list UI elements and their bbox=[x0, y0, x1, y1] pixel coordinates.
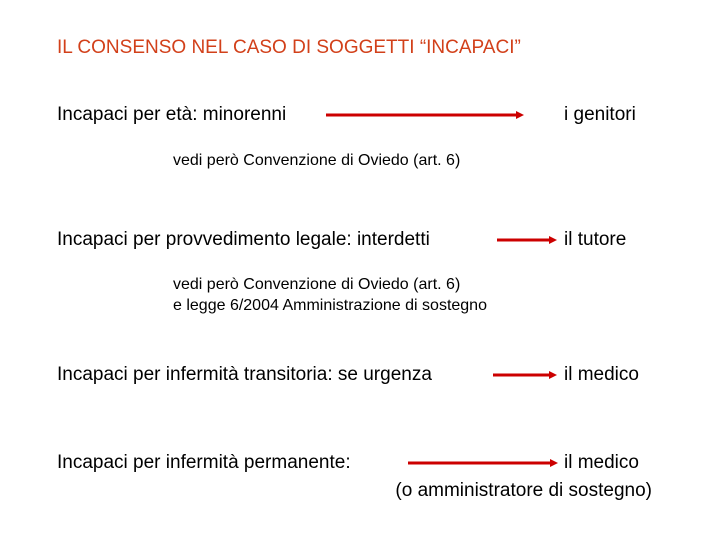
row-2-note-2: e legge 6/2004 Amministrazione di sostegno bbox=[173, 297, 487, 314]
row-4-arrow bbox=[408, 456, 560, 470]
row-1-consent-giver: i genitori bbox=[564, 104, 636, 125]
row-4-subject: Incapaci per infermità permanente: bbox=[57, 452, 351, 473]
row-2-subject: Incapaci per provvedimento legale: interdetti bbox=[57, 229, 430, 250]
row-4-note-1: (o amministratore di sostegno) bbox=[395, 480, 652, 501]
row-2-arrow bbox=[497, 233, 559, 247]
row-2-note-1: vedi però Convenzione di Oviedo (art. 6) bbox=[173, 276, 461, 293]
row-3-consent-giver: il medico bbox=[564, 364, 639, 385]
row-2-consent-giver: il tutore bbox=[564, 229, 627, 250]
row-4-consent-giver: il medico bbox=[564, 452, 639, 473]
slide-title: IL CONSENSO NEL CASO DI SOGGETTI “INCAPACI” bbox=[57, 37, 521, 58]
row-1-subject: Incapaci per età: minorenni bbox=[57, 104, 287, 125]
row-3-arrow bbox=[493, 368, 559, 382]
row-1-note-1: vedi però Convenzione di Oviedo (art. 6) bbox=[173, 152, 461, 169]
row-3-subject: Incapaci per infermità transitoria: se urgenza bbox=[57, 364, 432, 385]
row-1-arrow bbox=[326, 108, 526, 122]
